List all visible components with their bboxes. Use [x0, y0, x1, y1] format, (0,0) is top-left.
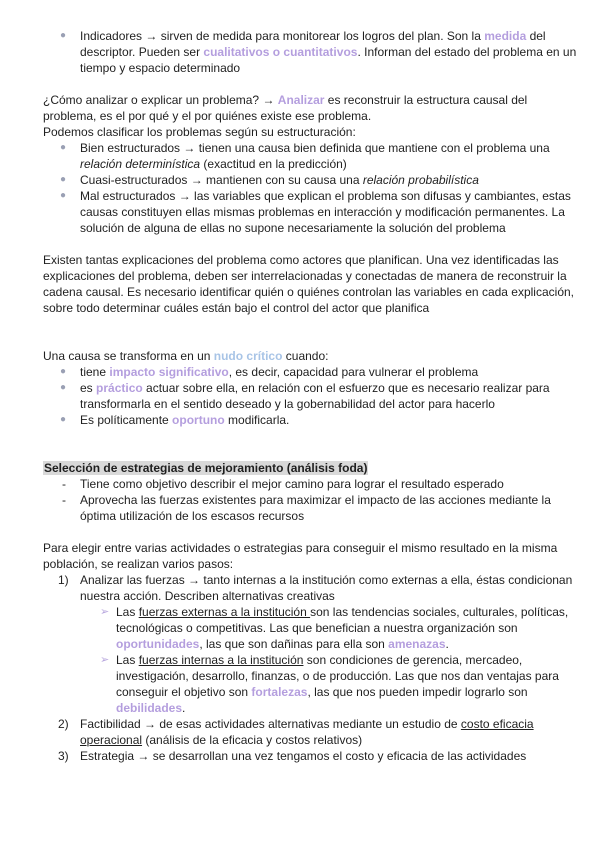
aprovecha-line-2: óptima utilización de los escasos recursos: [80, 509, 305, 523]
fuerzas-internas-line-4: debilidades.: [116, 701, 186, 715]
arrow-bullet-icon: ➢: [100, 654, 110, 666]
fuerzas-externas-line-2: tecnológicas o competitivas. Las que benefician a nuestra organización son: [116, 621, 518, 635]
keyword-debilidades: debilidades: [116, 701, 183, 715]
explicaciones-line-4: sobre todo determinar cuáles están bajo el control del actor que planifica: [43, 301, 430, 315]
step2-line-2: operacional (análisis de la eficacia y costos relativos): [80, 733, 363, 747]
bullet-icon: ●: [60, 174, 67, 185]
step2-line-1: Factibilidad → de esas actividades alternativas mediante un estudio de costo eficacia: [80, 717, 534, 731]
bien-estructurados-line-1: Bien estructurados → tienen una causa bien definida que mantiene con el problema una: [80, 141, 550, 155]
fuerzas-externas-line-3: oportunidades, las que son dañinas para ella son amenazas.: [116, 637, 449, 651]
fuerzas-internas-line-2: investigación, desarrollo, finanzas, o de producción. Las que nos dan ventajas para: [116, 669, 559, 683]
bullet-icon: ●: [60, 414, 67, 425]
arrow-bullet-icon: ➢: [100, 606, 110, 618]
indicadores-line-1: Indicadores → sirven de medida para monitorear los logros del plan. Son la medida del: [80, 29, 546, 43]
fuerzas-externas-line-1: Las fuerzas externas a la institución son las tendencias sociales, culturales, políticas,: [116, 605, 569, 619]
underlined-operacional: operacional: [80, 733, 143, 747]
bullet-icon: ●: [60, 142, 67, 153]
dash-marker: -: [62, 493, 66, 507]
heading-seleccion-estrategias: Selección de estrategias de mejoramiento (análisis foda): [44, 461, 368, 475]
keyword-practico: práctico: [96, 381, 143, 395]
explicaciones-line-2: explicaciones del problema, deben ser interrelacionadas y conectadas de manera de reconstruir la: [43, 269, 567, 283]
bullet-icon: ●: [60, 382, 67, 393]
fuerzas-internas-line-1: Las fuerzas internas a la institución son condiciones de gerencia, mercadeo,: [116, 653, 523, 667]
dash-marker: -: [62, 477, 66, 491]
pasos-intro-1: Para elegir entre varias actividades o estrategias para conseguir el mismo resultado en la misma: [43, 541, 558, 555]
bullet-icon: ●: [60, 190, 67, 201]
nudo-critico-intro: Una causa se transforma en un nudo crítico cuando:: [43, 349, 329, 363]
oportuno-line: Es políticamente oportuno modificarla.: [80, 413, 290, 427]
mal-estructurados-line-3: solución de alguna de ellas no supone necesariamente la solución del problema: [80, 221, 506, 235]
bullet-icon: ●: [60, 30, 67, 41]
step-number: 3): [58, 749, 69, 763]
explicaciones-line-3: cadena causal. Es necesario identificar quién o quiénes controlan las variables en cada explicación,: [43, 285, 574, 299]
keyword-analizar: Analizar: [277, 93, 325, 107]
cuasi-estructurados-line: Cuasi-estructurados → mantienen con su causa una relación probabilística: [80, 173, 479, 187]
pasos-intro-2: población, se realizan varios pasos:: [43, 557, 234, 571]
keyword-nudo-critico: nudo crítico: [213, 349, 283, 363]
step1-line-1: Analizar las fuerzas → tanto internas a la institución como externas a ella, éstas condicionan: [80, 573, 573, 587]
step-number: 1): [58, 573, 69, 587]
mal-estructurados-line-2: causas constituyen ellas mismas problemas en interacción y modificación permanentes. La: [80, 205, 565, 219]
aprovecha-line-1: Aprovecha las fuerzas existentes para maximizar el impacto de las acciones mediante la: [80, 493, 551, 507]
explicaciones-line-1: Existen tantas explicaciones del problema como actores que planifican. Una vez identificadas las: [43, 253, 559, 267]
keyword-cualitativos: cualitativos o cuantitativos: [203, 45, 358, 59]
keyword-amenazas: amenazas: [388, 637, 446, 651]
keyword-oportuno: oportuno: [172, 413, 225, 427]
section-heading: [43, 460, 583, 476]
keyword-fortalezas: fortalezas: [251, 685, 308, 699]
step1-line-2: nuestra acción. Describen alternativas creativas: [80, 589, 335, 603]
bien-estructurados-line-2: relación determinística (exactitud en la predicción): [80, 157, 347, 171]
underlined-fuerzas-externas: fuerzas externas a la institución: [138, 605, 311, 619]
indicadores-line-3: tiempo y espacio determinado: [80, 61, 241, 75]
keyword-impacto: impacto significativo: [109, 365, 229, 379]
practico-line-2: transformarla en el sentido deseado y la gobernabilidad del actor para hacerlo: [80, 397, 495, 411]
fuerzas-internas-line-3: conseguir el objetivo son fortalezas, las que nos pueden impedir lograrlo son: [116, 685, 528, 699]
keyword-medida: medida: [484, 29, 527, 43]
bullet-icon: ●: [60, 366, 67, 377]
objetivo-line: Tiene como objetivo describir el mejor camino para lograr el resultado esperado: [80, 477, 504, 491]
keyword-oportunidades: oportunidades: [116, 637, 200, 651]
analizar-line-3: Podemos clasificar los problemas según su estructuración:: [43, 125, 356, 139]
underlined-fuerzas-internas: fuerzas internas a la institución: [138, 653, 304, 667]
mal-estructurados-line-1: Mal estructurados → las variables que explican el problema son difusas y cambiantes, estas: [80, 189, 571, 203]
step3-line: Estrategia → se desarrollan una vez tengamos el costo y eficacia de las actividades: [80, 749, 527, 763]
step-number: 2): [58, 717, 69, 731]
analizar-question: ¿Cómo analizar o explicar un problema? → Analizar es reconstruir la estructura causal del: [43, 93, 528, 107]
practico-line-1: es práctico actuar sobre ella, en relación con el esfuerzo que es necesario realizar para: [80, 381, 550, 395]
indicadores-line-2: descriptor. Pueden ser cualitativos o cuantitativos. Informan del estado del problema en un: [80, 45, 577, 59]
analizar-line-2: problema, es el por qué y el por quiénes existe ese problema.: [43, 109, 372, 123]
underlined-costo-eficacia: costo eficacia: [460, 717, 534, 731]
impacto-line: tiene impacto significativo, es decir, capacidad para vulnerar el problema: [80, 365, 479, 379]
